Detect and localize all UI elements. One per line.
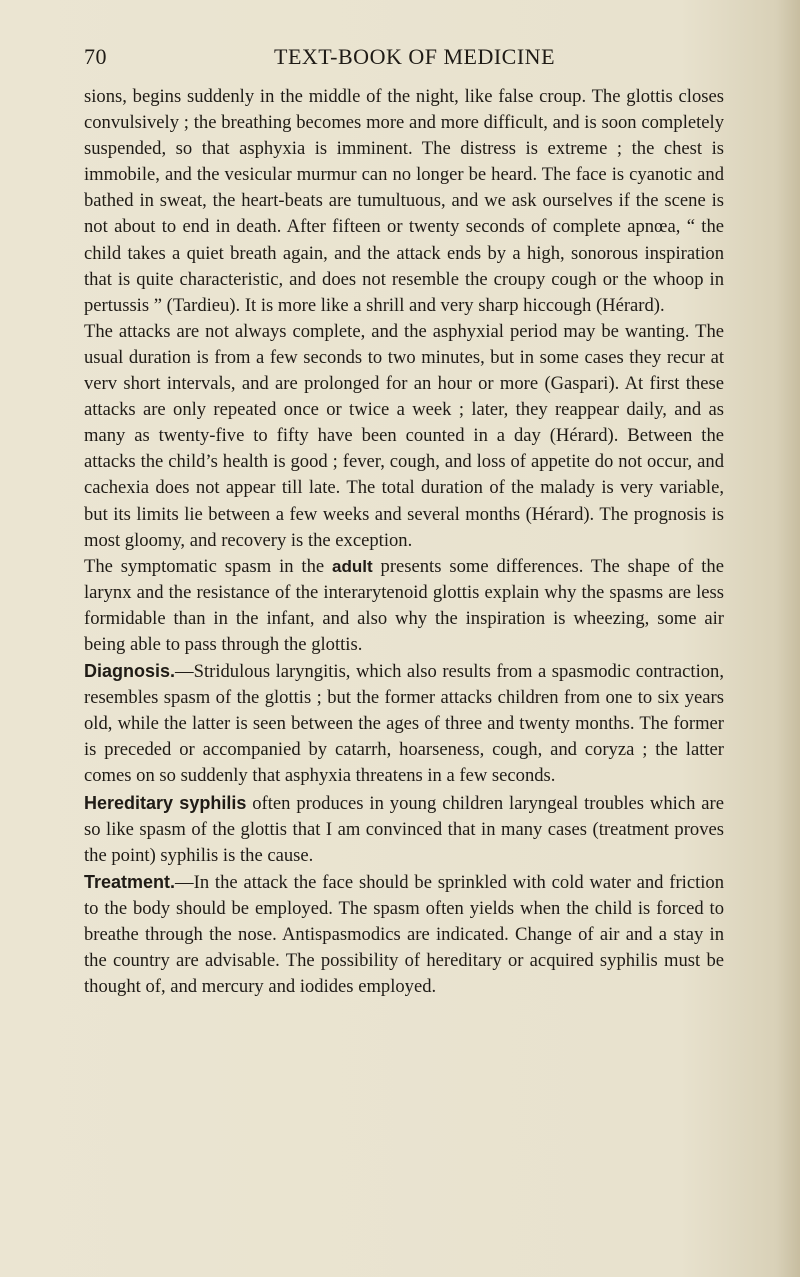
paragraph-diagnosis <box>84 658 724 789</box>
hereditary-syphilis-text: often produces in young children laryngeal troubles which are so like spasm of the glottis that I am convinced that in many cases (treatment proves the point) syphilis is the cause. <box>84 792 724 866</box>
running-head <box>84 44 724 78</box>
diagnosis-heading: Diagnosis. <box>84 661 176 682</box>
book-title: TEXT-BOOK OF MEDICINE <box>274 44 556 69</box>
adult-text-after: presents some differences. The shape of the larynx and the resistance of the interarytenoid glottis explain why the spasms are less formidable than in the infant, and also why the inspiration is wheezing, some air being able to pass through the glottis. <box>84 555 724 655</box>
page-number: 70 <box>84 44 107 69</box>
paragraph-treatment <box>84 869 724 1000</box>
paragraph-adult-spasm <box>84 554 724 658</box>
treatment-heading: Treatment. <box>84 871 176 892</box>
diagnosis-text: —Stridulous laryngitis, which also results from a spasmodic contraction, resembles spasm of the glottis ; but the former attacks children from one to six years old, while the latter is seen between the ages of three and twenty months. The former is preceded or accompanied by catarrh, hoarseness, cough, and coryza ; the latter comes on so suddenly that asphyxia threatens in a few seconds. <box>84 661 724 787</box>
paragraph-attack-description: sions, begins suddenly in the middle of the night, like false croup. The glottis closes convulsively ; the breathing becomes more and more difficult, and is soon completely suspended, so that asphyxia is imminent. The distress is extreme ; the chest is immobile, and the vesicular murmur can no longer be heard. The face is cyanotic and bathed in sweat, the heart-beats are tumultuous, and we ask ourselves if the scene is not about to end in death. After fifteen or twenty seconds of complete apnœa, “ the child takes a quiet breath again, and the attack ends by a high, sonorous inspiration that is quite characteristic, and does not resemble the croupy cough or the whoop in pertussis ” (Tardieu). It is more like a shrill and very sharp hiccough (Hérard). <box>84 86 724 316</box>
body-text <box>84 84 724 1000</box>
paragraph-hereditary-syphilis <box>84 790 724 869</box>
hereditary-syphilis-heading: Hereditary syphilis <box>84 792 247 813</box>
paragraph-attack-duration: The attacks are not always complete, and the asphyxial period may be wanting. The usual duration is from a few seconds to two minutes, but in some cases they recur at verv short intervals, and are prolonged for an hour or more (Gaspari). At first these attacks are only repeated once or twice a week ; later, they reappear daily, and as many as twenty-five to fifty have been counted in a day (Hérard). Between the attacks the child’s health is good ; fever, cough, and loss of appetite do not occur, and cachexia does not appear till late. The total duration of the malady is very variable, but its limits lie between a few weeks and several months (Hérard). The prognosis is most gloomy, and recovery is the exception. <box>84 320 724 551</box>
adult-text-before: The symptomatic spasm in the <box>84 555 333 577</box>
adult-term: adult <box>332 556 373 576</box>
treatment-text: —In the attack the face should be sprinkled with cold water and friction to the body should be employed. The spasm often yields when the child is forced to breathe through the nose. Antispasmodics are indicated. Change of air and a stay in the country are advisable. The possibility of hereditary or acquired syphilis must be thought of, and mercury and iodides employed. <box>84 871 724 998</box>
